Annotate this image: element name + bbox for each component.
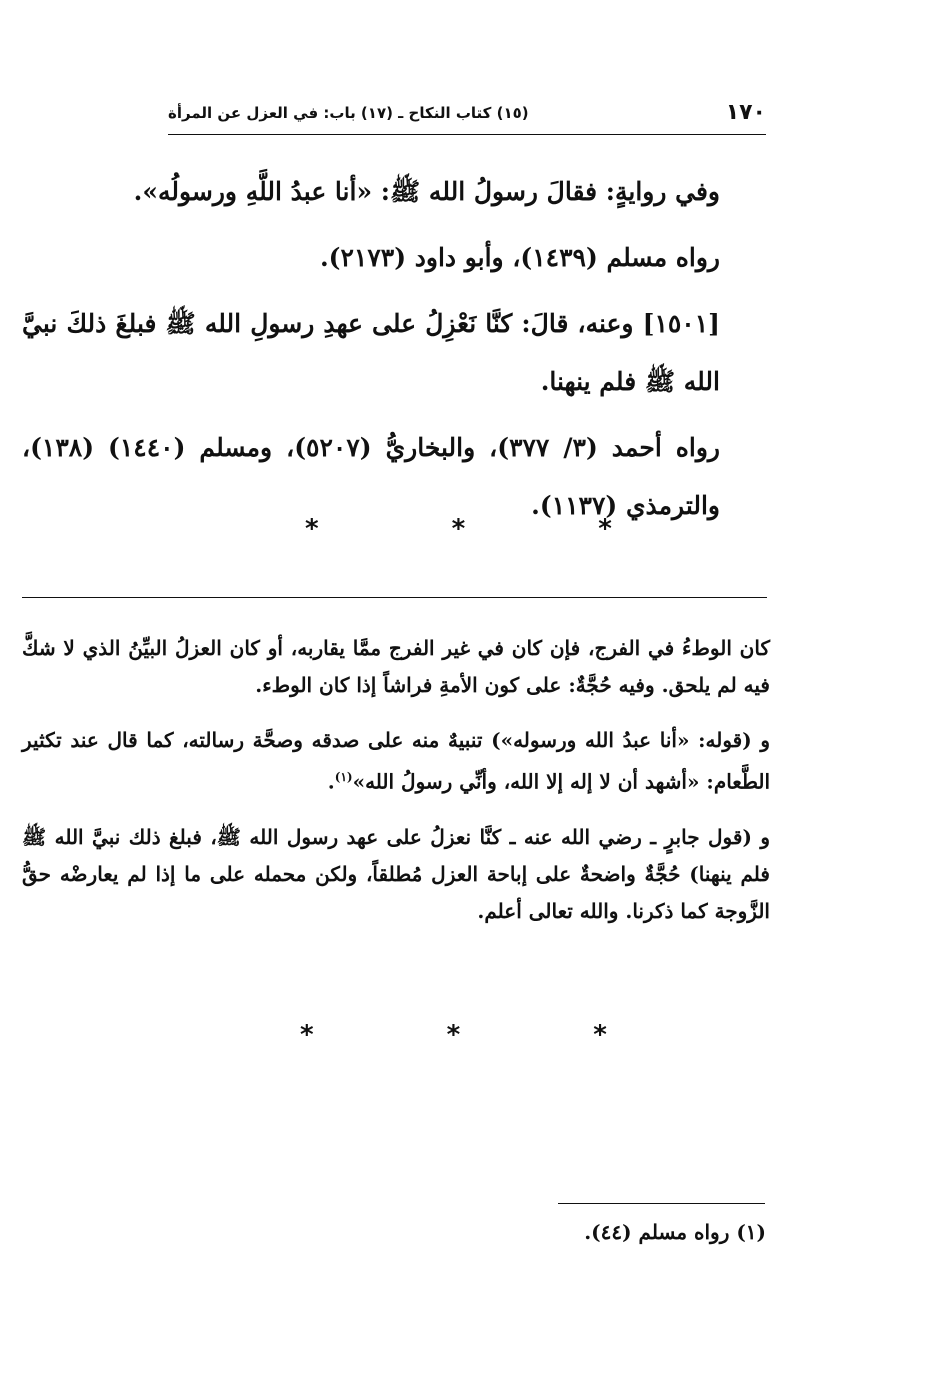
running-head: (١٥) كتاب النكاح ـ (١٧) باب: في العزل عن المرأة: [168, 104, 529, 122]
commentary-end-span: .: [327, 769, 335, 794]
narration-paragraph: وفي روايةٍ: فقالَ رسولُ الله ﷺ: «أنا عبدُ اللَّهِ ورسولُه».: [133, 177, 720, 206]
page-number: ١٧٠: [725, 100, 766, 125]
commentary-rule: [22, 597, 767, 598]
section-separator: * * *: [305, 514, 674, 544]
page-header: [168, 96, 766, 132]
hadith-paragraph: [١٥٠١] وعنه، قالَ: كنَّا نَعْزِلُ على عهدِ رسولِ الله ﷺ فبلغَ ذلكَ نبيَّ الله ﷺ فلم ينهنا.: [22, 309, 720, 396]
commentary-text: [22, 630, 770, 948]
header-rule: [168, 134, 766, 135]
footnote-reference: (١): [334, 770, 353, 784]
footnote: (١) رواه مسلم (٤٤).: [584, 1220, 766, 1244]
commentary-paragraph: و (قول جابرٍ ـ رضي الله عنه ـ كنَّا نعزلُ على عهد رسول الله ﷺ، فبلغ ذلك نبيَّ الله ﷺ فلم ينهنا) حُجَّةٌ واضحةٌ على إباحة العزل مُطلقاً، ولكن محمله على ما إذا لم يعارضْه حقُّ الزَّوجة كما ذكرنا. والله تعالى أعلم.: [22, 824, 770, 923]
section-separator: * * *: [300, 1020, 669, 1050]
footnote-rule: [558, 1203, 765, 1204]
main-text: [22, 163, 772, 543]
source-paragraph: رواه أحمد (٣/ ٣٧٧)، والبخاريُّ (٥٢٠٧)، ومسلم (١٤٤٠) (١٣٨)، والترمذي (١١٣٧).: [22, 433, 720, 520]
commentary-paragraph: كان الوطءُ في الفرج، فإن كان في غير الفرج ممَّا يقاربه، أو كان العزلُ البيِّنُ الذي لا شكَّ فيه لم يلحق. وفيه حُجَّةٌ: على كون الأمةِ فراشاً إذا كان الوطء.: [22, 636, 770, 697]
commentary-text-span: و (قوله: «أنا عبدُ الله ورسوله») تنبيهٌ منه على صدقه وصحَّة رسالته، كما قال عند تكثير الطَّعام: «أشهد أن لا إله إلا الله، وأنِّي رسولُ الله»: [22, 728, 770, 794]
commentary-paragraph: [22, 722, 770, 801]
source-paragraph: رواه مسلم (١٤٣٩)، وأبو داود (٢١٧٣).: [319, 243, 720, 272]
